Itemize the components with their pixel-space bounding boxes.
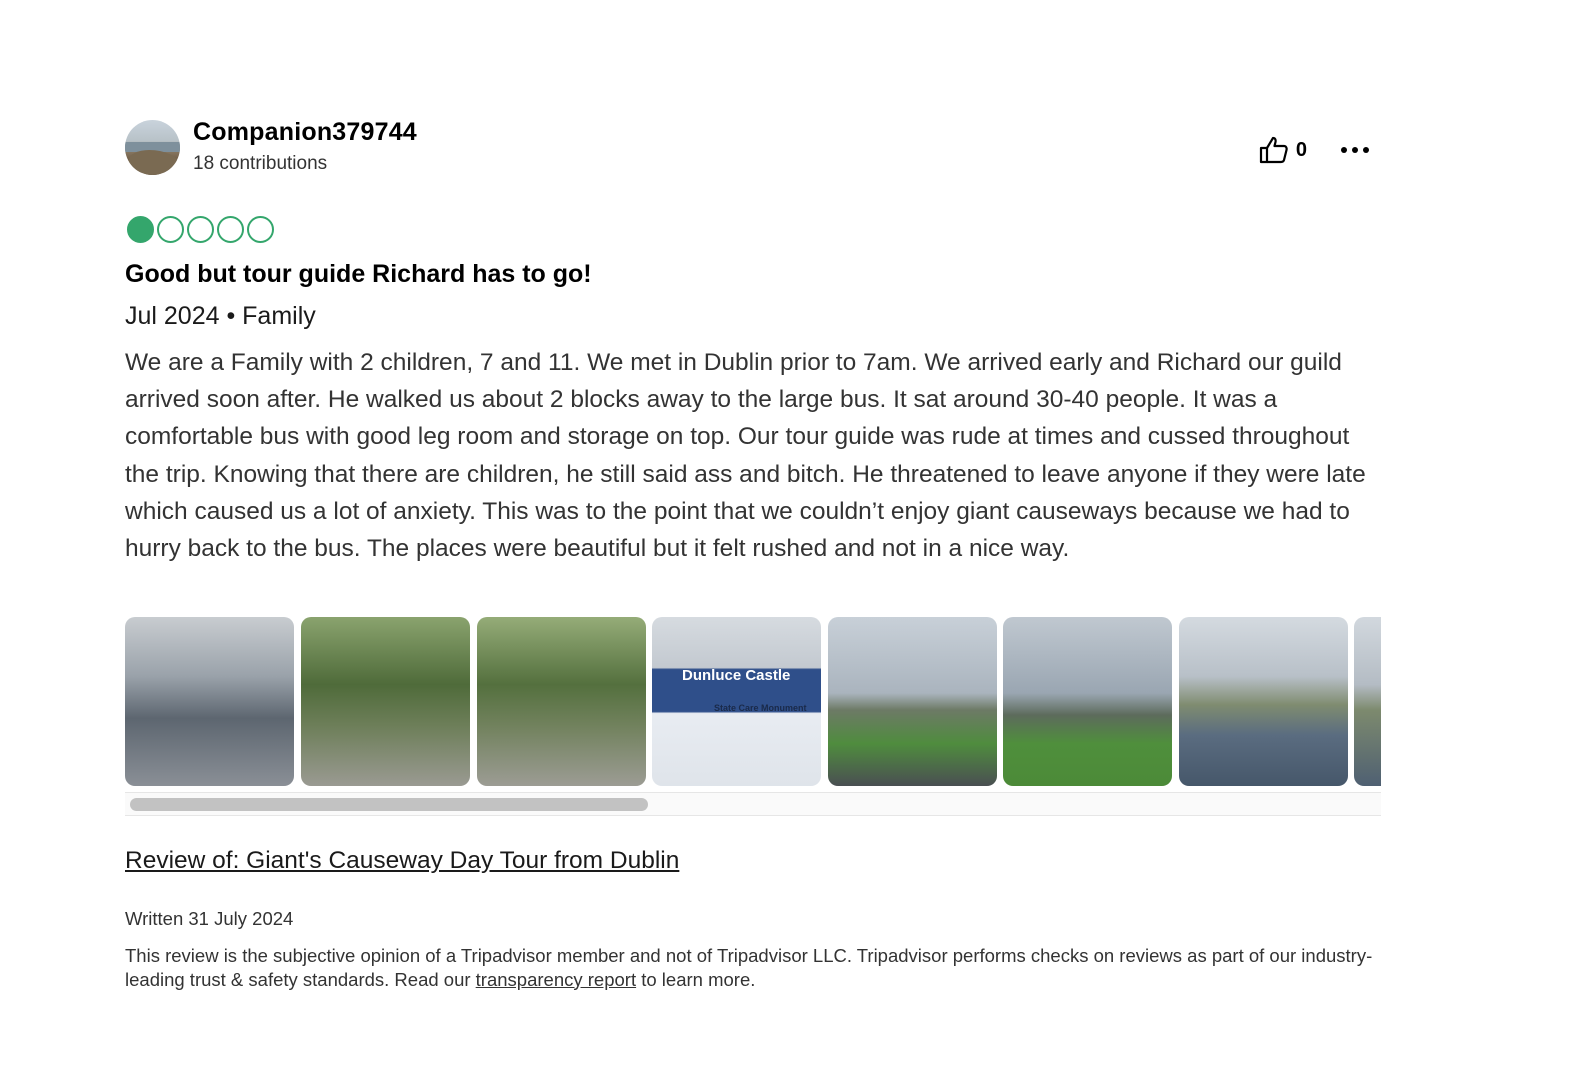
sign-title: Dunluce Castle bbox=[682, 667, 791, 684]
avatar[interactable] bbox=[125, 120, 180, 175]
review-of-link[interactable]: Review of: Giant's Causeway Day Tour from Dublin bbox=[125, 847, 680, 874]
trip-info: Jul 2024 • Family bbox=[125, 302, 316, 330]
written-date: Written 31 July 2024 bbox=[125, 908, 294, 929]
avatar-land bbox=[129, 150, 179, 175]
rating-bubble-empty bbox=[187, 216, 214, 243]
helpful-vote-button[interactable] bbox=[1258, 134, 1307, 166]
review-body: We are a Family with 2 children, 7 and 11. We met in Dublin prior to 7am. We arrived early and Richard our guild arrived soon after. He walked us about 2 blocks away to the large bus. It sat around 30-40 people. It was a comfortable bus with good leg room and storage on top. Our tour guide was rude at times and cussed throughout the trip. Knowing that there are children, he still said ass and bitch. He threatened to leave anyone if they were late which caused us a lot of anxiety. This was to the point that we couldn’t enjoy giant causeways because we had to hurry back to the bus. The places were beautiful but it felt rushed and not in a nice way. bbox=[125, 349, 1366, 563]
photo-carousel[interactable] bbox=[125, 617, 1381, 787]
review-photo-dunluce-sign[interactable] bbox=[652, 617, 821, 786]
ellipsis-icon bbox=[1340, 146, 1370, 154]
scrollbar-thumb[interactable] bbox=[130, 798, 648, 811]
helpful-count: 0 bbox=[1295, 138, 1307, 161]
review-header bbox=[125, 118, 1383, 178]
disclaimer bbox=[125, 944, 1387, 991]
review-photo-dark-hedges[interactable] bbox=[301, 617, 470, 786]
reviewer-name[interactable]: Companion379744 bbox=[193, 118, 417, 146]
review-card bbox=[125, 118, 1383, 990]
carousel-scrollbar[interactable] bbox=[125, 792, 1381, 816]
thumbs-up-icon bbox=[1258, 134, 1290, 166]
more-options-button[interactable] bbox=[1335, 134, 1375, 166]
bubble-rating bbox=[127, 216, 274, 243]
contributions-count: 18 contributions bbox=[193, 153, 328, 174]
rating-bubble-empty bbox=[157, 216, 184, 243]
sign-subtitle: State Care Monument bbox=[714, 703, 807, 713]
transparency-report-link[interactable]: transparency report bbox=[475, 968, 637, 990]
review-photo-castle-ruins-2[interactable] bbox=[1003, 617, 1172, 786]
review-photo-cliffs[interactable] bbox=[1179, 617, 1348, 786]
disclaimer-text-end: to learn more. bbox=[636, 968, 756, 990]
review-photo-bus-interior[interactable] bbox=[125, 617, 294, 786]
rating-bubble-filled bbox=[127, 216, 154, 243]
rating-bubble-empty bbox=[217, 216, 244, 243]
review-photo-castle-ruins[interactable] bbox=[828, 617, 997, 786]
review-photo-dark-hedges-2[interactable] bbox=[477, 617, 646, 786]
disclaimer-text: This review is the subjective opinion of a Tripadvisor member and not of Tripadvisor LLC. Tripadvisor performs checks on reviews as part of our industry-leading trust & safety standards. Read our bbox=[125, 945, 1373, 990]
review-photo-partial[interactable] bbox=[1354, 617, 1381, 786]
rating-bubble-empty bbox=[247, 216, 274, 243]
review-title: Good but tour guide Richard has to go! bbox=[125, 260, 592, 288]
